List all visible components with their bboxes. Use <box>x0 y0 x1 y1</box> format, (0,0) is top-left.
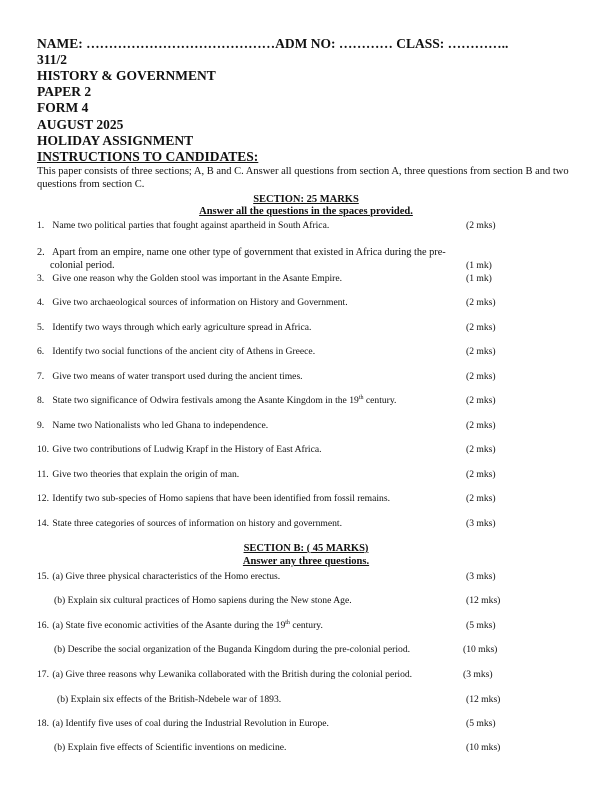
question-marks: (12 mks) <box>466 694 501 705</box>
question-number: 6. <box>37 346 45 357</box>
question <box>37 322 311 334</box>
question-marks: (2 mks) <box>466 420 496 431</box>
question-marks: (2 mks) <box>466 322 496 333</box>
question-marks: (5 mks) <box>466 620 496 631</box>
question-text: (a) State five economic activities of the Asante during the 19 <box>52 620 286 631</box>
question-text: (a) Give three physical characteristics of the Homo erectus. <box>52 571 281 582</box>
question <box>37 220 329 232</box>
question-number: 10. <box>37 444 49 455</box>
question <box>37 297 348 309</box>
section-b-title: SECTION B: ( 45 MARKS) <box>243 543 369 554</box>
question-number: 5. <box>37 322 45 333</box>
question-text: Name two Nationalists who led Ghana to independence. <box>52 420 269 431</box>
question-number: 1. <box>37 220 45 231</box>
question-text: Give two contributions of Ludwig Krapf in the History of East Africa. <box>52 444 322 455</box>
question-text: Apart from an empire, name one other type of government that existed in Africa during the pre- <box>52 247 446 258</box>
question-text: Identify two sub-species of Homo sapiens that have been identified from fossil remains. <box>52 493 390 504</box>
question-text: Name two political parties that fought against apartheid in South Africa. <box>52 220 330 231</box>
name-adm-class-line: NAME: ……………………………………ADM NO: ………… CLASS: ………….. <box>37 36 509 51</box>
question-text: Give one reason why the Golden stool was important in the Asante Empire. <box>52 273 343 284</box>
question-continuation: colonial period. <box>50 260 115 271</box>
instructions-title: INSTRUCTIONS TO CANDIDATES: <box>37 149 259 164</box>
section-a-title: SECTION: 25 MARKS <box>253 194 359 205</box>
question-part: (b) Describe the social organization of the Buganda Kingdom during the pre-colonial period. <box>54 644 411 655</box>
question-number: 8. <box>37 395 45 406</box>
question <box>37 469 239 481</box>
question-number: 7. <box>37 371 45 382</box>
paper-number: PAPER 2 <box>37 84 92 99</box>
question-number: 9. <box>37 420 45 431</box>
subject: HISTORY & GOVERNMENT <box>37 68 216 83</box>
question-number: 4. <box>37 297 45 308</box>
question <box>37 518 342 530</box>
question-text: Identify two ways through which early agriculture spread in Africa. <box>52 322 312 333</box>
question <box>37 718 329 730</box>
form: FORM 4 <box>37 100 89 115</box>
question-number: 3. <box>37 273 45 284</box>
question <box>37 444 322 456</box>
question-number: 11. <box>37 469 49 480</box>
question-marks: (10 mks) <box>463 644 498 655</box>
question-marks: (2 mks) <box>466 444 496 455</box>
question <box>37 571 280 583</box>
question-text: century. <box>363 395 397 406</box>
question-marks: (2 mks) <box>466 346 496 357</box>
question <box>37 346 315 358</box>
question-marks: (3 mks) <box>466 571 496 582</box>
section-a-subtitle: Answer all the questions in the spaces provided. <box>199 206 413 217</box>
question-marks: (10 mks) <box>466 742 501 753</box>
question-text: Give two theories that explain the origin of man. <box>52 469 240 480</box>
question-text: century. <box>289 620 323 631</box>
question-marks: (3 mks) <box>463 669 493 680</box>
question-marks: (12 mks) <box>466 595 501 606</box>
question-text: (a) Identify five uses of coal during the Industrial Revolution in Europe. <box>52 718 329 729</box>
question-number: 15. <box>37 571 49 582</box>
question-number: 14. <box>37 518 49 529</box>
question <box>37 273 342 285</box>
instructions-text: This paper consists of three sections; A, B and C. Answer all questions from section A, three questions from section B and two questions from section C. <box>37 166 569 190</box>
question <box>37 247 446 259</box>
question <box>37 420 268 432</box>
date: AUGUST 2025 <box>37 117 124 132</box>
question-number: 17. <box>37 669 49 680</box>
question-text: Give two means of water transport used during the ancient times. <box>52 371 303 382</box>
question-part: (b) Explain five effects of Scientific inventions on medicine. <box>54 742 287 753</box>
question-part: (b) Explain six effects of the British-Ndebele war of 1893. <box>57 694 282 705</box>
question-marks: (2 mks) <box>466 220 496 231</box>
question-marks: (2 mks) <box>466 395 496 406</box>
question-number: 2. <box>37 247 45 258</box>
paper-code: 311/2 <box>37 52 68 67</box>
section-b-subtitle: Answer any three questions. <box>242 556 370 567</box>
superscript: th <box>285 619 290 626</box>
assignment-type: HOLIDAY ASSIGNMENT <box>37 133 194 148</box>
question-number: 18. <box>37 718 49 729</box>
question-marks: (2 mks) <box>466 493 496 504</box>
question-text: State two significance of Odwira festivals among the Asante Kingdom in the 19 <box>52 395 359 406</box>
question-marks: (5 mks) <box>466 718 496 729</box>
question-text: Identify two social functions of the ancient city of Athens in Greece. <box>52 346 316 357</box>
question-number: 16. <box>37 620 49 631</box>
question-part: (b) Explain six cultural practices of Homo sapiens during the New stone Age. <box>54 595 352 606</box>
question-marks: (2 mks) <box>466 297 496 308</box>
question-marks: (2 mks) <box>466 469 496 480</box>
superscript: th <box>358 394 364 401</box>
question-marks: (1 mk) <box>466 273 492 284</box>
question <box>37 395 396 407</box>
question-text: State three categories of sources of information on history and government. <box>52 518 342 529</box>
question <box>37 493 390 505</box>
question-number: 12. <box>37 493 49 504</box>
question-marks: (3 mks) <box>466 518 496 529</box>
question <box>37 620 323 632</box>
question-text: Give two archaeological sources of information on History and Government. <box>52 297 348 308</box>
question-marks: (1 mk) <box>466 260 492 271</box>
question-marks: (2 mks) <box>466 371 496 382</box>
question-text: (a) Give three reasons why Lewanika collaborated with the British during the colonial period. <box>52 669 413 680</box>
question <box>37 669 412 681</box>
question <box>37 371 303 383</box>
